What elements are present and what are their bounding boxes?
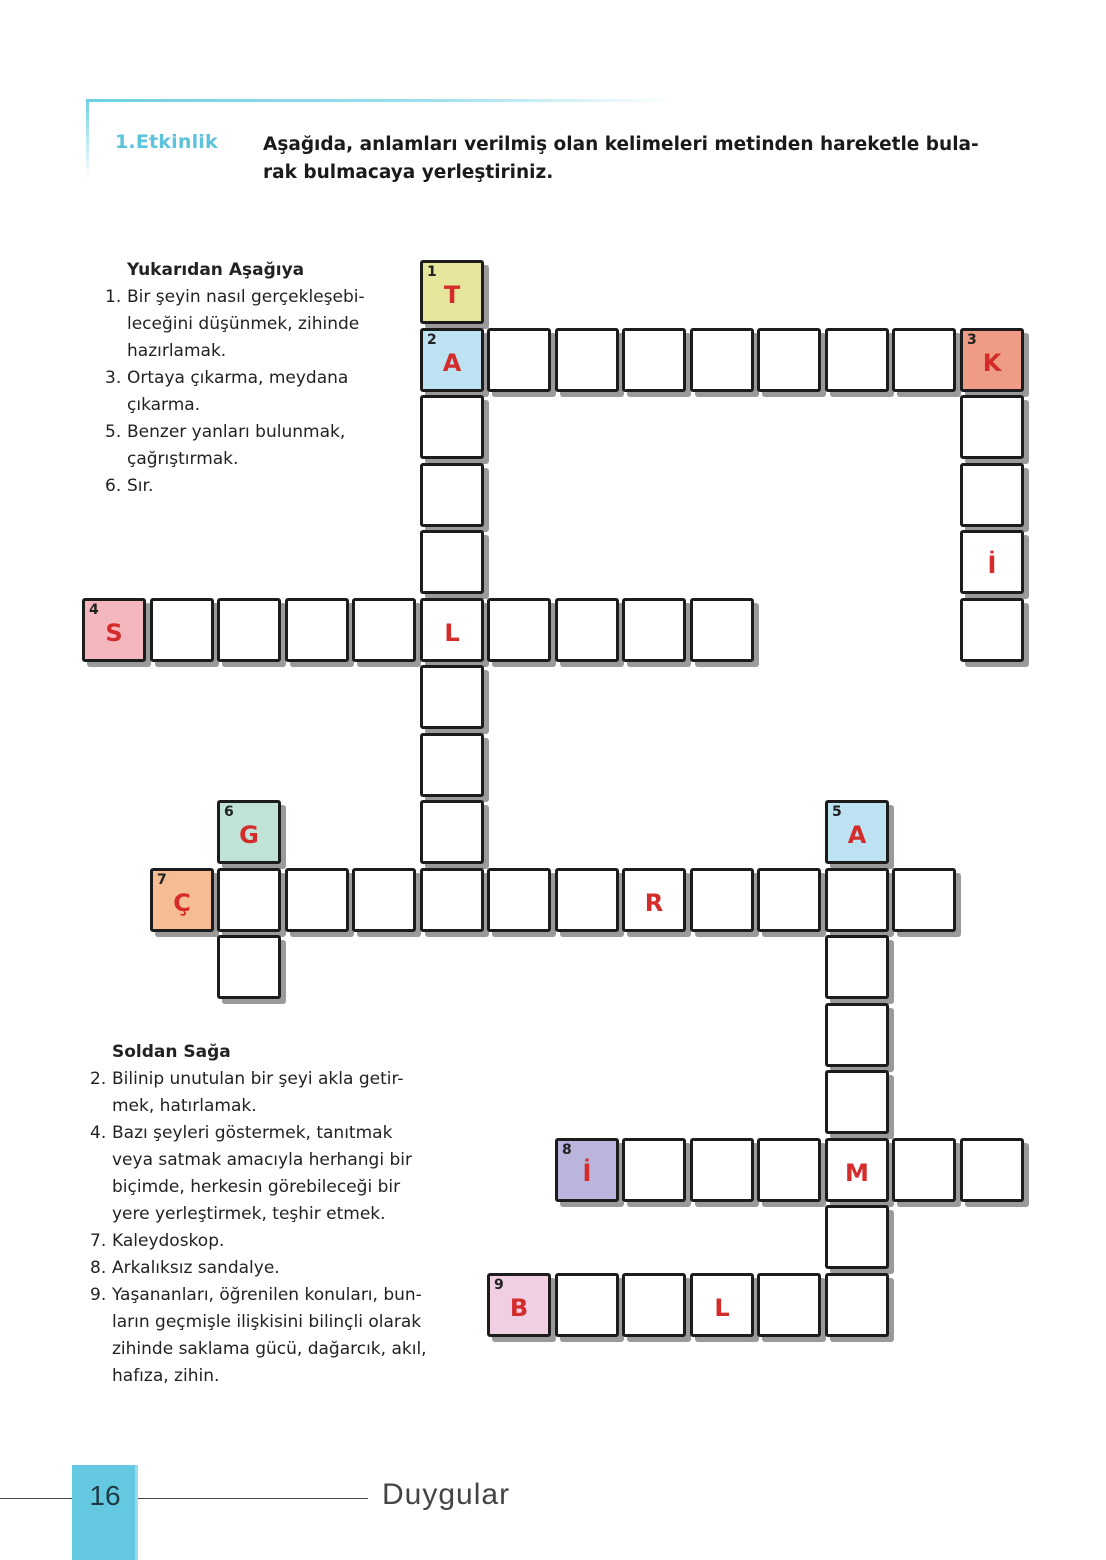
clue-text [112, 1120, 475, 1228]
clue-line: Benzer yanları bulunmak, [127, 422, 346, 442]
clue-text [112, 1282, 475, 1390]
across-clues [90, 1039, 475, 1390]
clue-line: mek, hatırlamak. [112, 1096, 257, 1116]
clue-text [112, 1255, 475, 1282]
crossword-cell[interactable] [622, 1273, 686, 1337]
cell-letter: S [105, 619, 123, 647]
crossword-cell[interactable] [825, 1070, 889, 1134]
cell-number: 2 [427, 332, 437, 348]
clue-line: çıkarma. [127, 395, 201, 415]
crossword-cell[interactable] [487, 868, 551, 932]
crossword-cell[interactable] [892, 1138, 956, 1202]
crossword-cell[interactable] [420, 800, 484, 864]
clue-number: 7. [90, 1231, 107, 1251]
header-accent-vline [86, 99, 89, 179]
crossword-cell[interactable] [757, 868, 821, 932]
crossword-cell[interactable] [420, 598, 484, 662]
crossword-cell[interactable] [960, 395, 1024, 459]
crossword-cell-start-7[interactable] [150, 868, 214, 932]
down-clue-list [105, 284, 410, 500]
clue-line: Bilinip unutulan bir şeyi akla getir- [112, 1069, 404, 1089]
cell-letter: A [847, 821, 867, 849]
crossword-cell[interactable] [825, 1138, 889, 1202]
cell-number: 3 [967, 332, 977, 348]
crossword-cell[interactable] [757, 1138, 821, 1202]
crossword-cell[interactable] [825, 1205, 889, 1269]
clue-line: veya satmak amacıyla herhangi bir [112, 1150, 412, 1170]
clue-item [105, 365, 410, 419]
crossword-cell[interactable] [622, 598, 686, 662]
crossword-cell[interactable] [217, 598, 281, 662]
cell-letter: İ [582, 1159, 592, 1187]
crossword-cell[interactable] [555, 328, 619, 392]
crossword-cell[interactable] [622, 868, 686, 932]
clue-line: hafıza, zihin. [112, 1366, 220, 1386]
across-clues-title: Soldan Sağa [112, 1042, 231, 1062]
clue-item [90, 1066, 475, 1120]
cell-number: 6 [224, 804, 234, 820]
cell-number: 4 [89, 602, 99, 618]
clue-number: 9. [90, 1285, 107, 1305]
cell-letter: T [443, 281, 461, 309]
crossword-cell[interactable] [420, 395, 484, 459]
crossword-cell[interactable] [622, 328, 686, 392]
footer-rule-left [0, 1498, 72, 1499]
down-clues-title: Yukarıdan Aşağıya [127, 260, 305, 280]
crossword-cell[interactable] [420, 733, 484, 797]
clue-item [105, 419, 410, 473]
crossword-cell-start-4[interactable] [82, 598, 146, 662]
cell-number: 7 [157, 872, 167, 888]
crossword-cell[interactable] [285, 868, 349, 932]
crossword-cell[interactable] [960, 1138, 1024, 1202]
instruction-line-2: rak bulmacaya yerleştiriniz. [263, 162, 554, 183]
cell-letter: Ç [173, 889, 191, 917]
clue-text [127, 284, 410, 365]
crossword-cell[interactable] [757, 1273, 821, 1337]
clue-item [90, 1255, 475, 1282]
crossword-cell[interactable] [420, 665, 484, 729]
crossword-cell[interactable] [150, 598, 214, 662]
activity-label: 1.Etkinlik [115, 131, 218, 153]
clue-item [105, 284, 410, 365]
clue-number: 8. [90, 1258, 107, 1278]
cell-number: 9 [494, 1277, 504, 1293]
clue-line: ların geçmişle ilişkisini bilinçli olarak [112, 1312, 422, 1332]
crossword-cell[interactable] [555, 868, 619, 932]
header-accent-line [86, 99, 676, 102]
crossword-cell-start-9[interactable] [487, 1273, 551, 1337]
clue-line: leceğini düşünmek, zihinde [127, 314, 360, 334]
clue-item [90, 1282, 475, 1390]
clue-number: 6. [105, 476, 122, 496]
across-clue-list [90, 1066, 475, 1390]
clue-line: çağrıştırmak. [127, 449, 239, 469]
crossword-cell[interactable] [960, 598, 1024, 662]
clue-number: 1. [105, 287, 122, 307]
clue-line: Sır. [127, 476, 154, 496]
crossword-cell[interactable] [690, 1273, 754, 1337]
cell-letter: B [509, 1294, 529, 1322]
clue-line: hazırlamak. [127, 341, 227, 361]
clue-line: zihinde saklama gücü, dağarcık, akıl, [112, 1339, 427, 1359]
cell-number: 5 [832, 804, 842, 820]
crossword-cell[interactable] [690, 868, 754, 932]
clue-line: Yaşananları, öğrenilen konuları, bun- [112, 1285, 422, 1305]
footer-rule-right [138, 1498, 368, 1499]
crossword-cell[interactable] [420, 868, 484, 932]
crossword-cell-start-5[interactable] [825, 800, 889, 864]
crossword-cell[interactable] [825, 1003, 889, 1067]
crossword-cell-start-6[interactable] [217, 800, 281, 864]
crossword-cell[interactable] [825, 328, 889, 392]
clue-text [127, 365, 410, 419]
crossword-cell[interactable] [622, 1138, 686, 1202]
cell-letter: M [845, 1159, 869, 1187]
chapter-title: Duygular [382, 1478, 511, 1511]
activity-instruction [263, 131, 1008, 187]
crossword-cell[interactable] [690, 598, 754, 662]
crossword-cell[interactable] [217, 868, 281, 932]
instruction-line-1: Aşağıda, anlamları verilmiş olan kelimeleri metinden hareketle bula- [263, 134, 979, 155]
clue-number: 5. [105, 422, 122, 442]
crossword-cell[interactable] [690, 1138, 754, 1202]
clue-item [105, 473, 410, 500]
crossword-cell[interactable] [352, 598, 416, 662]
clue-text [127, 419, 410, 473]
crossword-cell[interactable] [217, 935, 281, 999]
clue-line: biçimde, herkesin görebileceği bir [112, 1177, 401, 1197]
cell-number: 8 [562, 1142, 572, 1158]
crossword-cell[interactable] [892, 328, 956, 392]
crossword-cell-start-2[interactable] [420, 328, 484, 392]
crossword-cell[interactable] [555, 598, 619, 662]
crossword-cell[interactable] [892, 868, 956, 932]
clue-line: Bir şeyin nasıl gerçekleşebi- [127, 287, 365, 307]
crossword-cell-start-3[interactable] [960, 328, 1024, 392]
clue-number: 2. [90, 1069, 107, 1089]
crossword-cell[interactable] [420, 530, 484, 594]
cell-letter: A [442, 349, 462, 377]
crossword-cell[interactable] [555, 1273, 619, 1337]
cell-letter: R [644, 889, 664, 917]
cell-letter: K [982, 349, 1002, 377]
crossword-cell[interactable] [960, 530, 1024, 594]
clue-number: 4. [90, 1123, 107, 1143]
crossword-cell[interactable] [757, 328, 821, 392]
crossword-cell[interactable] [487, 328, 551, 392]
crossword-cell[interactable] [420, 463, 484, 527]
cell-number: 1 [427, 264, 437, 280]
clue-line: Ortaya çıkarma, meydana [127, 368, 349, 388]
page-number: 16 [89, 1480, 121, 1511]
cell-letter: G [239, 821, 259, 849]
crossword-cell[interactable] [825, 1273, 889, 1337]
crossword-cell[interactable] [285, 598, 349, 662]
clue-text [112, 1066, 475, 1120]
down-clues [105, 257, 410, 500]
crossword-cell[interactable] [487, 598, 551, 662]
cell-letter: L [714, 1294, 730, 1322]
crossword-cell[interactable] [690, 328, 754, 392]
clue-item [90, 1228, 475, 1255]
crossword-cell-start-1[interactable] [420, 260, 484, 324]
crossword-cell[interactable] [352, 868, 416, 932]
crossword-cell[interactable] [825, 935, 889, 999]
clue-text [112, 1228, 475, 1255]
crossword-cell-start-8[interactable] [555, 1138, 619, 1202]
cell-letter: İ [987, 551, 997, 579]
crossword-cell[interactable] [960, 463, 1024, 527]
clue-line: yere yerleştirmek, teşhir etmek. [112, 1204, 386, 1224]
crossword-cell[interactable] [825, 868, 889, 932]
clue-item [90, 1120, 475, 1228]
clue-number: 3. [105, 368, 122, 388]
clue-line: Arkalıksız sandalye. [112, 1258, 280, 1278]
cell-letter: L [444, 619, 460, 647]
clue-line: Kaleydoskop. [112, 1231, 225, 1251]
clue-line: Bazı şeyleri göstermek, tanıtmak [112, 1123, 393, 1143]
clue-text [127, 473, 410, 500]
